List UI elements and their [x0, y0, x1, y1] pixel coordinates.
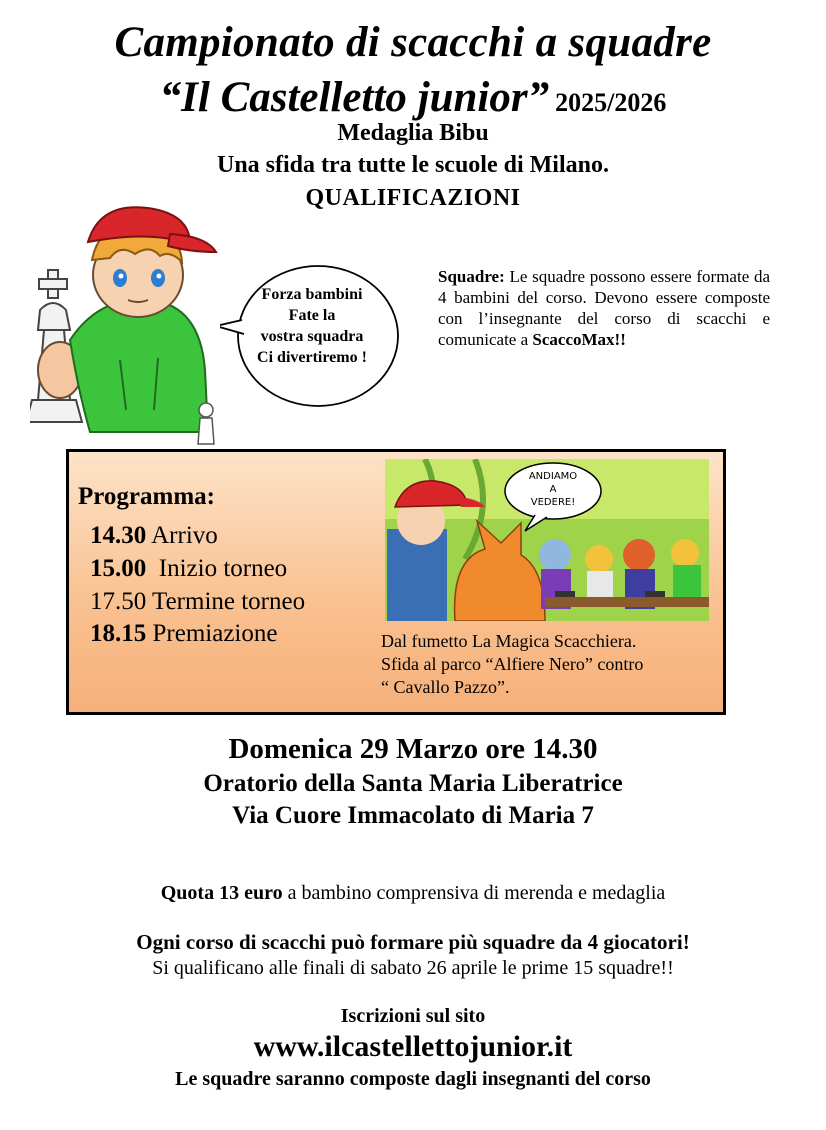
website-link[interactable]: www.ilcastellettojunior.it	[253, 1030, 573, 1063]
phase-label: QUALIFICAZIONI	[305, 185, 521, 211]
pawn-icon	[198, 403, 214, 444]
comic-caption	[381, 630, 726, 699]
signup-label: Iscrizioni sul sito	[340, 1005, 486, 1027]
program-item	[90, 620, 277, 648]
comic-bubble-line3: VEDERE!	[530, 497, 576, 508]
program-time: 18.15	[90, 620, 147, 647]
title-event-name: “Il Castelletto junior”	[159, 74, 550, 121]
boy-chess-illustration	[30, 200, 230, 450]
bubble-line: Fate la	[288, 307, 336, 324]
program-title: Programma:	[78, 483, 215, 510]
finals-rule: Si qualificano alle finali di sabato 26 aprile le prime 15 squadre!!	[152, 957, 674, 979]
event-venue: Oratorio della Santa Maria Liberatrice	[203, 770, 623, 797]
bubble-line: vostra squadra	[260, 328, 364, 345]
season-label: 2025/2026	[555, 88, 667, 117]
title-line2	[0, 73, 826, 122]
medal-subtitle: Medaglia Bibu	[337, 120, 489, 146]
program-label: Premiazione	[146, 620, 278, 647]
title-line1: Campionato di scacchi a squadre	[114, 19, 712, 66]
signup-note: Le squadre saranno composte dagli insegnanti del corso	[175, 1068, 651, 1090]
caption-line: “ Cavallo Pazzo”.	[381, 677, 510, 697]
program-time: 14.30	[90, 522, 147, 549]
event-address: Via Cuore Immacolato di Maria 7	[232, 802, 594, 829]
teams-rule: Ogni corso di scacchi può formare più squadre da 4 giocatori!	[136, 930, 690, 954]
program-item	[90, 522, 218, 550]
program-label: Inizio torneo	[146, 555, 288, 582]
teams-description	[438, 266, 770, 350]
teams-text: Le squadre possono essere formate da 4 bambini del corso. Devono essere composte con l’insegnante del corso di scacchi e comunicate a	[438, 267, 770, 349]
event-date: Domenica 29 Marzo ore 14.30	[228, 733, 598, 765]
caption-line: Sfida al parco “Alfiere Nero” contro	[381, 654, 644, 674]
teams-label: Squadre:	[438, 267, 505, 286]
comic-bubble-line1: ANDIAMO	[528, 471, 578, 482]
bubble-line: Ci divertiremo !	[257, 349, 367, 366]
tagline: Una sfida tra tutte le scuole di Milano.	[217, 152, 609, 178]
program-item	[90, 555, 287, 583]
caption-line: Dal fumetto La Magica Scacchiera.	[381, 631, 637, 651]
comic-panel-image	[385, 459, 709, 621]
program-time: 15.00	[90, 555, 147, 582]
fee-details: a bambino comprensiva di merenda e medaglia	[282, 882, 666, 904]
program-item	[90, 588, 305, 616]
teams-contact: ScaccoMax!!	[532, 330, 626, 349]
program-label: Termine torneo	[146, 588, 306, 615]
bubble-line: Forza bambini	[261, 286, 363, 303]
program-label: Arrivo	[146, 522, 218, 549]
speech-bubble-text	[232, 284, 392, 368]
fee-amount: Quota 13 euro	[160, 882, 283, 904]
fee-info	[0, 882, 826, 905]
program-time: 17.50	[90, 588, 147, 615]
comic-bubble-line2: A	[549, 484, 557, 495]
